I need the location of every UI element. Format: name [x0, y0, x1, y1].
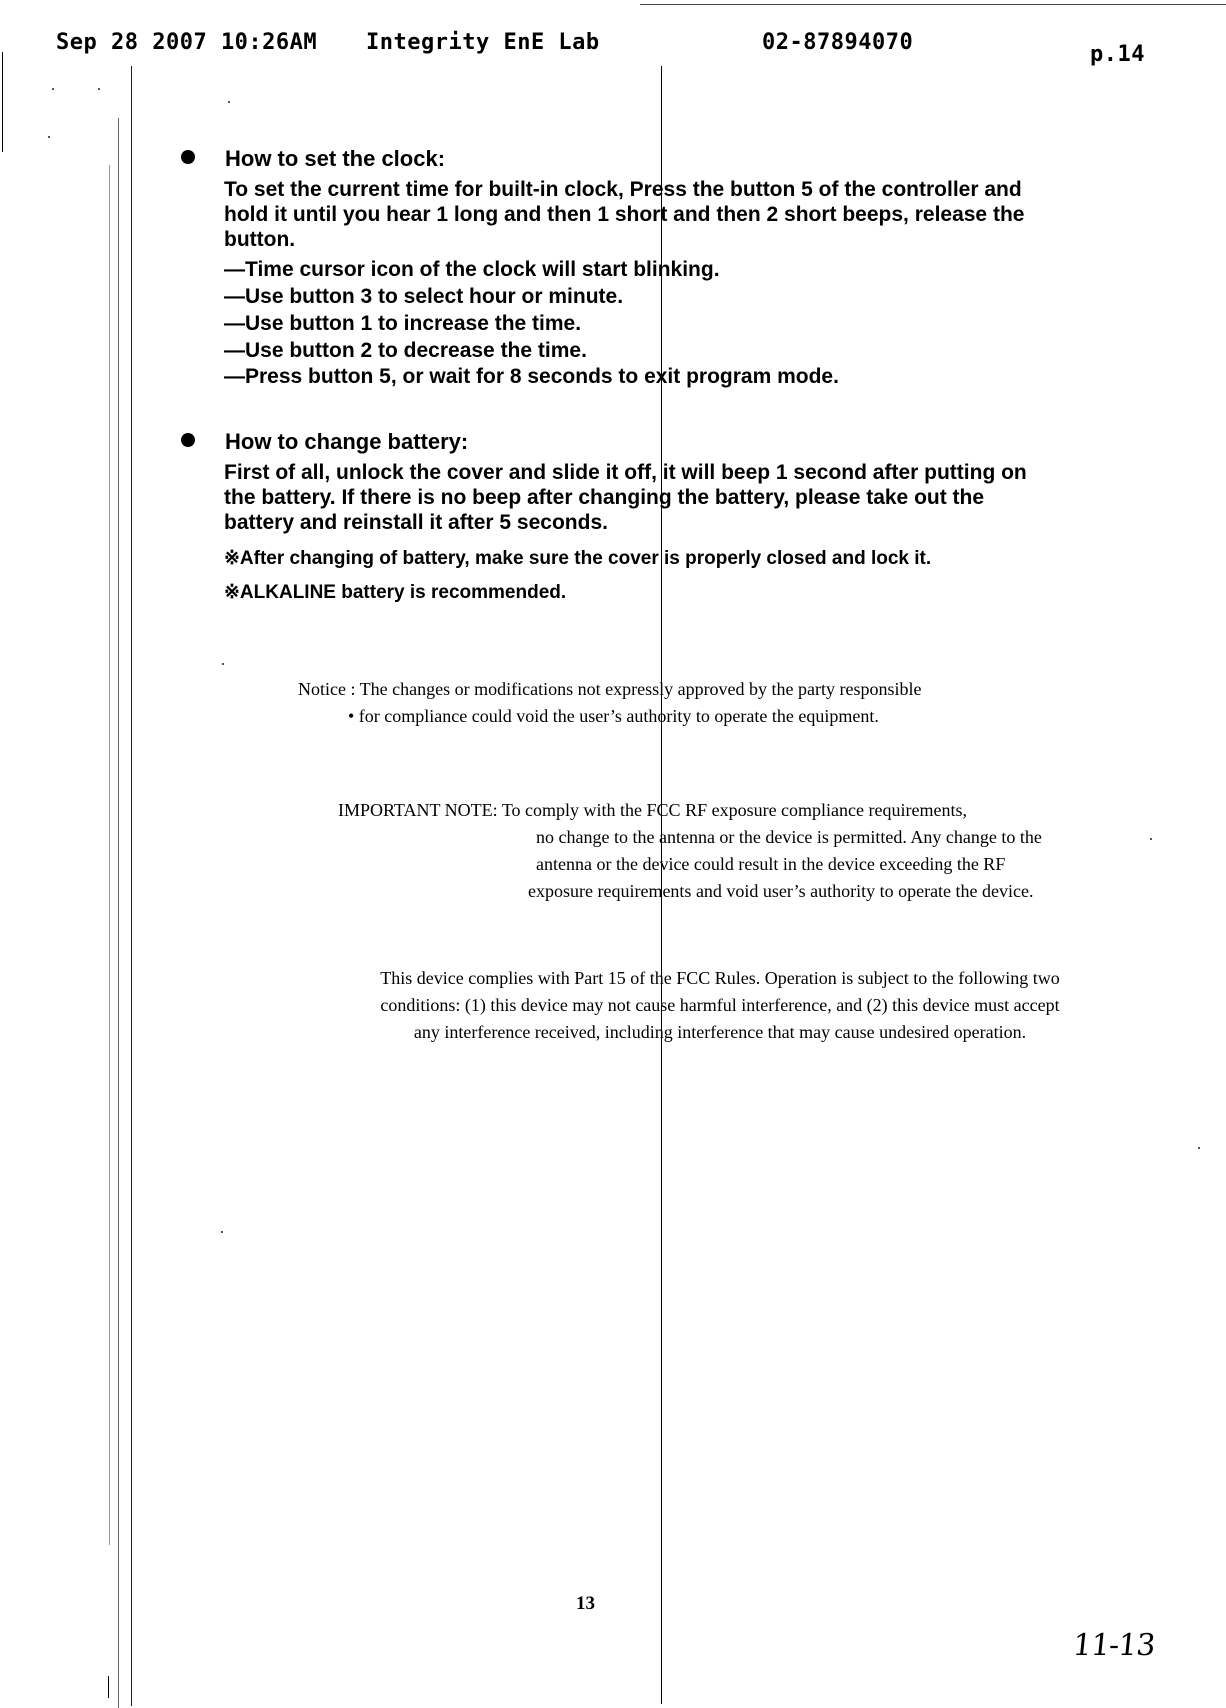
clock-line: hold it until you hear 1 long and then 1 short and then 2 short beeps, release the: [224, 203, 1025, 226]
battery-line: the battery. If there is no beep after changing the battery, please take out the: [224, 486, 985, 509]
scan-speck: [48, 136, 50, 138]
clock-line: —Use button 3 to select hour or minute.: [224, 285, 624, 308]
bullet-icon: [181, 433, 195, 447]
scan-speck: [1150, 838, 1152, 840]
important-note-line: IMPORTANT NOTE: To comply with the FCC RF exposure compliance requirements,: [338, 800, 967, 820]
fcc-line: conditions: (1) this device may not cause harmful interference, and (2) this device must accept: [380, 995, 1060, 1015]
battery-line: battery and reinstall it after 5 seconds.: [224, 511, 608, 534]
scan-speck: [222, 663, 224, 665]
scan-line-left-4: [131, 66, 132, 1706]
clock-instructions: [224, 177, 1114, 389]
scan-line-bottom-left: [108, 1676, 109, 1698]
scan-speck: [1198, 1147, 1200, 1149]
fax-header: [56, 30, 1156, 67]
scan-line-left-2: [118, 118, 119, 1708]
scan-top-rule: [640, 4, 1226, 5]
clock-line: button.: [224, 228, 296, 251]
important-note-line: exposure requirements and void user’s authority to operate the device.: [528, 881, 1034, 901]
clock-section: [181, 146, 1111, 396]
scan-speck: [221, 1231, 223, 1233]
clock-line: To set the current time for built-in clock, Press the button 5 of the controller and: [224, 178, 1022, 201]
scan-speck: [228, 101, 230, 103]
page-number: 13: [576, 1593, 595, 1614]
battery-note-alkaline: ※ALKALINE battery is recommended.: [224, 582, 567, 603]
fcc-line: This device complies with Part 15 of the FCC Rules. Operation is subject to the following two: [380, 968, 1060, 988]
important-note-line: antenna or the device could result in the device exceeding the RF: [536, 854, 1006, 874]
battery-section: [181, 429, 1111, 609]
battery-line: First of all, unlock the cover and slide it off, it will beep 1 second after putting on: [224, 461, 1027, 484]
scan-speck: [52, 88, 54, 90]
fcc-statement: [290, 965, 1150, 1046]
clock-line: —Press button 5, or wait for 8 seconds to exit program mode.: [224, 365, 839, 388]
notice-block: [298, 676, 922, 730]
bullet-icon: [181, 150, 195, 164]
fcc-line: any interference received, including interference that may cause undesired operation.: [413, 1022, 1027, 1042]
clock-section-title: How to set the clock:: [225, 146, 446, 171]
notice-line: Notice : The changes or modifications not expressly approved by the party responsible: [298, 679, 922, 699]
scan-line-left-3: [109, 165, 110, 1545]
fax-sender: Integrity EnE Lab: [366, 30, 600, 55]
fax-page-number: p.14: [1090, 42, 1145, 67]
battery-instructions: [224, 460, 1114, 535]
clock-line: —Time cursor icon of the clock will start blinking.: [224, 258, 720, 281]
handwritten-page-mark: 11-13: [1071, 1628, 1157, 1663]
battery-note-cover: ※After changing of battery, make sure the cover is properly closed and lock it.: [224, 548, 932, 569]
clock-line: —Use button 2 to decrease the time.: [224, 339, 587, 362]
fax-phone-number: 02-87894070: [762, 30, 914, 55]
fax-date-time: Sep 28 2007 10:26AM: [56, 30, 318, 55]
important-note-block: [338, 797, 1042, 905]
clock-line: —Use button 1 to increase the time.: [224, 312, 582, 335]
scan-line-left-1: [2, 52, 3, 152]
scan-speck: [98, 88, 100, 90]
battery-section-title: How to change battery:: [225, 429, 469, 454]
important-note-line: no change to the antenna or the device is permitted. Any change to the: [536, 827, 1042, 847]
notice-line: • for compliance could void the user’s authority to operate the equipment.: [348, 706, 879, 726]
